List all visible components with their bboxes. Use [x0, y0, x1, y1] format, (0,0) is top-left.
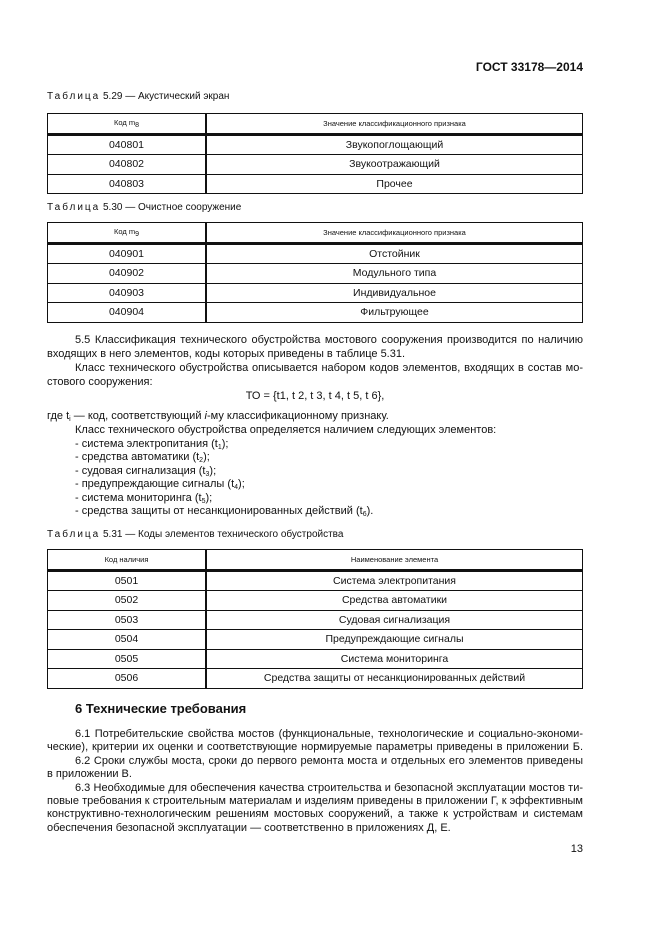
cell-value: Звукопоглощающий: [206, 134, 583, 155]
caption-label: Таблица: [47, 91, 101, 102]
table-header: [48, 550, 583, 571]
paragraph-line: в приложении В.: [47, 768, 132, 780]
cell-code: 0505: [48, 649, 207, 669]
cell-value: Индивидуальное: [206, 283, 583, 303]
paragraph-line: обеспечения безопасной эксплуатации — соответственно в приложениях Д, Е.: [47, 822, 451, 834]
cell-value: Средства защиты от несанкционированных действий: [206, 669, 583, 689]
page-number: 13: [570, 843, 583, 855]
table-row: [48, 264, 583, 284]
caption-label: Таблица: [47, 529, 101, 540]
paragraph-line: Класс технического обустройства определяется наличием следующих элементов:: [75, 424, 497, 436]
paragraph-line: 6.1 Потребительские свойства мостов (функциональные, технологические и социально-экономи-: [75, 728, 583, 740]
table-row: [48, 630, 583, 650]
table-row: [48, 243, 583, 264]
cell-code: 040803: [48, 174, 207, 194]
cell-code: 040802: [48, 155, 207, 175]
cell-code: 040903: [48, 283, 207, 303]
list-item: - средства защиты от несанкционированных действий $(t_6)$.: [75, 505, 374, 518]
cell-code: 040904: [48, 303, 207, 323]
cell-value: Отстойник: [206, 243, 583, 264]
paragraph-line: Класс технического обустройства описывается набором кодов элементов, входящих в состав мо-: [75, 362, 583, 374]
caption-label: Таблица: [47, 202, 101, 213]
list-item: - судовая сигнализация $(t_3)$;: [75, 465, 217, 478]
table-row: [48, 155, 583, 175]
table-row: [48, 303, 583, 323]
list-item: - система электропитания $(t_1)$;: [75, 438, 229, 451]
cell-value: Судовая сигнализация: [206, 610, 583, 630]
paragraph-line: 6.3 Необходимые для обеспечения качества строительства и безопасной эксплуатации мостов ти-: [75, 782, 583, 794]
paragraph-line: 6.2 Сроки службы моста, сроки до первого ремонта моста и отдельных его элементов приведены: [75, 755, 583, 767]
cell-code: 0503: [48, 610, 207, 630]
cell-code: 0501: [48, 570, 207, 591]
table-header: [48, 114, 583, 135]
paragraph-line: конструктивно-технологическим решениям мостовых сооружений, а также к устройствам и системам: [47, 808, 583, 820]
cell-code: 040901: [48, 243, 207, 264]
cell-value: Прочее: [206, 174, 583, 194]
table-5-30: [47, 222, 583, 323]
table-row: [48, 174, 583, 194]
table-row: [48, 570, 583, 591]
table-5-31: [47, 549, 583, 689]
document-id: ГОСТ 33178—2014: [475, 60, 583, 74]
col-header-code: Код $m_8$: [48, 114, 207, 135]
table-row: [48, 591, 583, 611]
list-item: - средства автоматики $(t_2)$;: [75, 451, 210, 464]
cell-value: Звукоотражающий: [206, 155, 583, 175]
cell-value: Система мониторинга: [206, 649, 583, 669]
paragraph-line: ческие), критерии их оценки и соответствующие нормируемые параметры приведены в приложении Б.: [47, 741, 583, 753]
section-heading: 6 Технические требования: [75, 701, 247, 716]
cell-code: 0506: [48, 669, 207, 689]
table-row: [48, 669, 583, 689]
list-item: - предупреждающие сигналы $(t_4)$;: [75, 478, 245, 491]
col-header-code: Код $m_9$: [48, 223, 207, 244]
table-row: [48, 649, 583, 669]
col-header-value: Значение классификационного признака: [206, 223, 583, 244]
table-row: [48, 283, 583, 303]
formula: ТО = {t1, t 2, t 3, t 4, t 5, t 6},: [245, 390, 385, 402]
col-header-value: Значение классификационного признака: [206, 114, 583, 135]
paragraph-line: стового сооружения:: [47, 376, 153, 388]
table-5-30-caption: [47, 201, 583, 215]
table-row: [48, 610, 583, 630]
paragraph-line: входящих в него элементов, коды которых приведены в таблице 5.31.: [47, 348, 406, 360]
caption-text: 5.31 — Коды элементов технического обустройства: [100, 529, 344, 540]
caption-text: 5.30 — Очистное сооружение: [100, 202, 242, 213]
cell-code: 0502: [48, 591, 207, 611]
cell-value: Средства автоматики: [206, 591, 583, 611]
cell-code: 040902: [48, 264, 207, 284]
list-item: - система мониторинга $(t_5)$;: [75, 492, 213, 505]
caption-text: 5.29 — Акустический экран: [100, 91, 230, 102]
where-line: где $t_i$ — код, соответствующий i-му классификационному признаку.: [47, 410, 389, 423]
cell-code: 0504: [48, 630, 207, 650]
cell-value: Предупреждающие сигналы: [206, 630, 583, 650]
table-row: [48, 134, 583, 155]
col-header-code: Код наличия: [48, 550, 207, 571]
paragraph-line: повые требования к строительным материалам и изделиям приведены в приложении Г, к эффективным: [47, 795, 583, 807]
table-5-29: [47, 113, 583, 194]
cell-value: Модульного типа: [206, 264, 583, 284]
cell-code: 040801: [48, 134, 207, 155]
table-header: [48, 223, 583, 244]
table-5-31-caption: [47, 528, 583, 542]
paragraph-line: 5.5 Классификация технического обустройства мостового сооружения производится по наличию: [75, 334, 583, 346]
col-header-name: Наименование элемента: [206, 550, 583, 571]
table-5-29-caption: [47, 90, 583, 104]
cell-value: Система электропитания: [206, 570, 583, 591]
cell-value: Фильтрующее: [206, 303, 583, 323]
